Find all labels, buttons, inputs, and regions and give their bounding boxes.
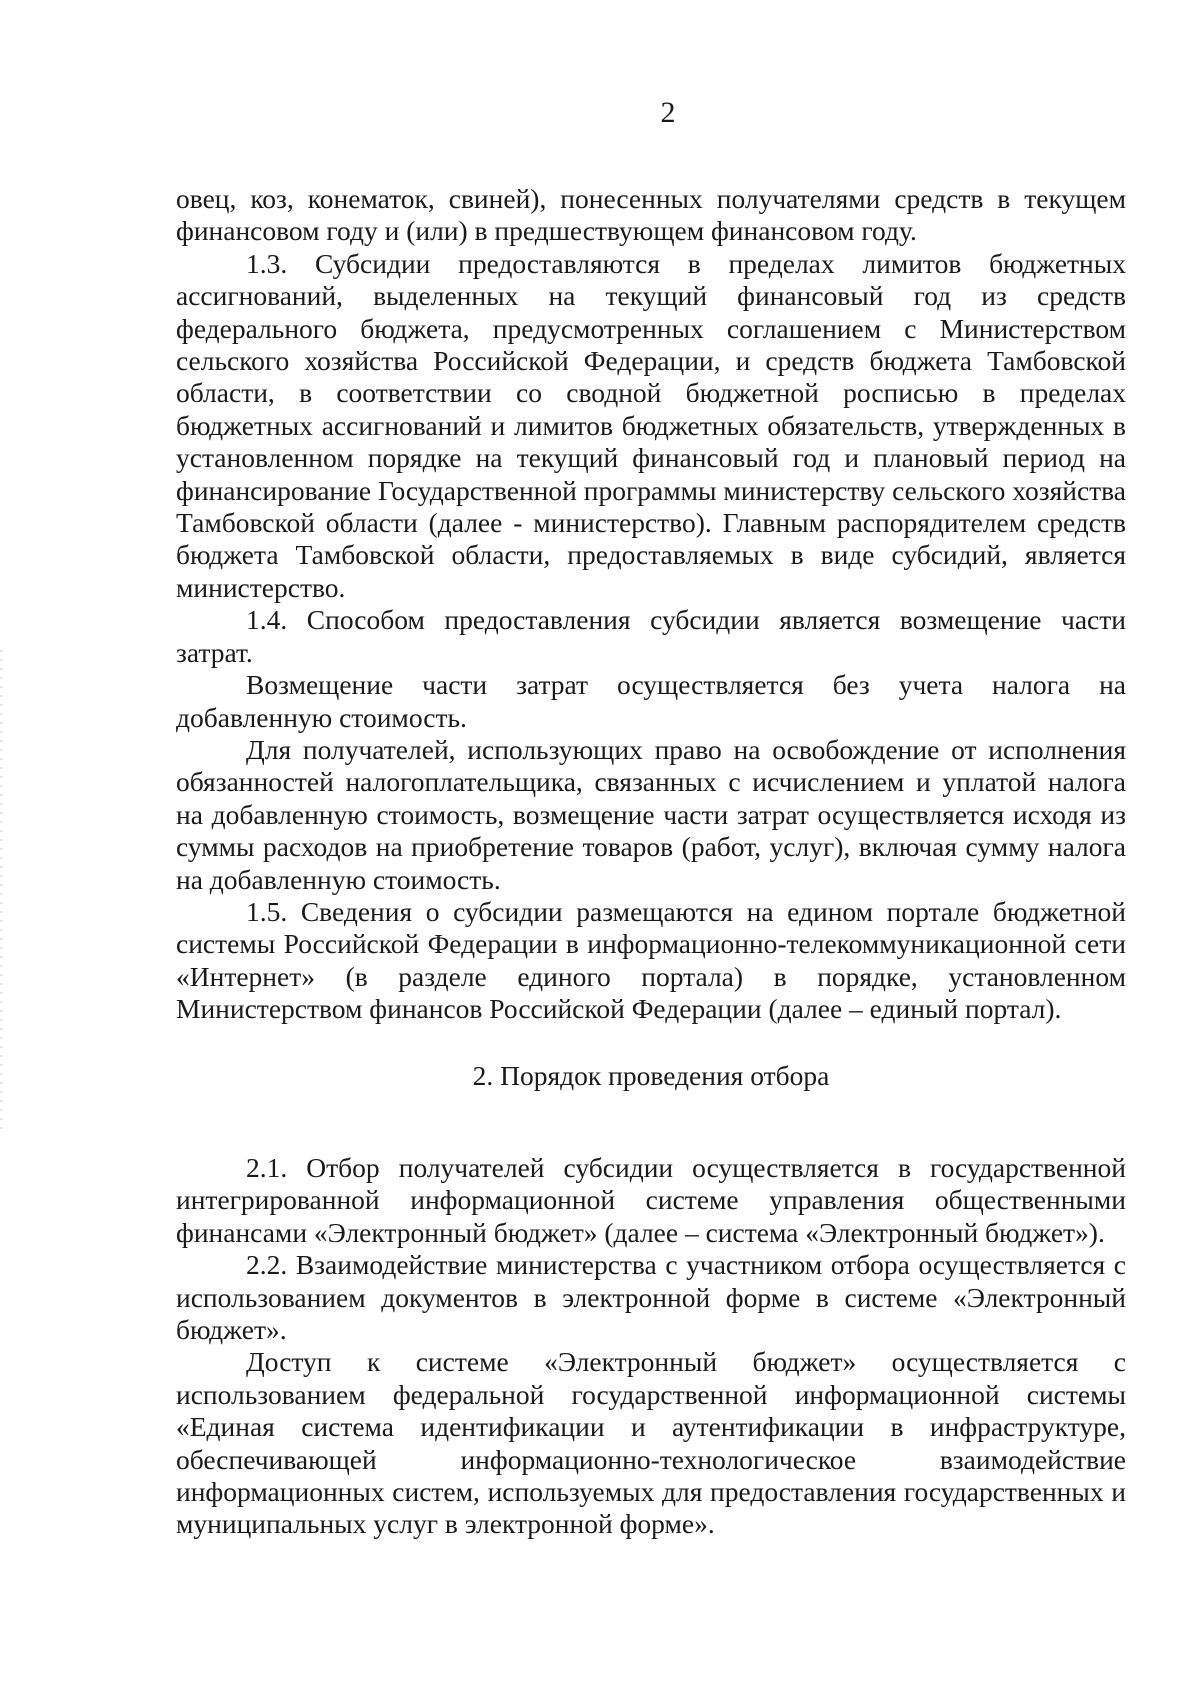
- page-number: 2: [660, 96, 676, 129]
- paragraph-1-4: 1.4. Способом предоставления субсидии является возмещение части затрат.: [176, 604, 1126, 668]
- paragraph-access: Доступ к системе «Электронный бюджет» осуществляется с использованием федеральной государственной информационной системы «Единая система идентификации и аутентификации в инфраструктуре, обеспечивающей информационно-технологическое взаимодействие информационных систем, используемых для предоставления государственных и муниципальных услуг в электронной форме».: [176, 1346, 1126, 1540]
- section-heading: 2. Порядок проведения отбора: [472, 1059, 830, 1091]
- paragraph-2-1: 2.1. Отбор получателей субсидии осуществляется в государственной интегрированной информационной системе управления общественными финансами «Электронный бюджет» (далее – система «Электронный бюджет»).: [176, 1151, 1126, 1248]
- scan-edge-artifact: [0, 650, 3, 1130]
- paragraph-vat-exempt: Для получателей, использующих право на освобождение от исполнения обязанностей налогоплательщика, связанных с исчислением и уплатой налога на добавленную стоимость, возмещение части затрат осуществляется исходя из суммы расходов на приобретение товаров (работ, услуг), включая сумму налога на добавленную стоимость.: [176, 733, 1126, 895]
- paragraph-1-5: 1.5. Сведения о субсидии размещаются на едином портале бюджетной системы Российской Федерации в информационно-телекоммуникационной сети «Интернет» (в разделе единого портала) в порядке, установленном Министерством финансов Российской Федерации (далее – единый портал).: [176, 895, 1126, 1025]
- paragraph-1-3: 1.3. Субсидии предоставляются в пределах лимитов бюджетных ассигнований, выделенных на текущий финансовый год из средств федерального бюджета, предусмотренных соглашением с Министерством сельского хозяйства Российской Федерации, и средств бюджета Тамбовской области, в соответствии со сводной бюджетной росписью в пределах бюджетных ассигнований и лимитов бюджетных обязательств, утвержденных в установленном порядке на текущий финансовый год и плановый период на финансирование Государственной программы министерству сельского хозяйства Тамбовской области (далее - министерство). Главным распорядителем средств бюджета Тамбовской области, предоставляемых в виде субсидий, является министерство.: [176, 247, 1126, 603]
- paragraph-2-2: 2.2. Взаимодействие министерства с участником отбора осуществляется с использованием документов в электронной форме в системе «Электронный бюджет».: [176, 1249, 1126, 1345]
- paragraph-continuation: овец, коз, конематок, свиней), понесенных получателями средств в текущем финансовом году и (или) в предшествующем финансовом году.: [176, 183, 1126, 247]
- paragraph-vat-exclusion: Возмещение части затрат осуществляется без учета налога на добавленную стоимость.: [176, 669, 1126, 733]
- document-body: [176, 183, 1126, 1541]
